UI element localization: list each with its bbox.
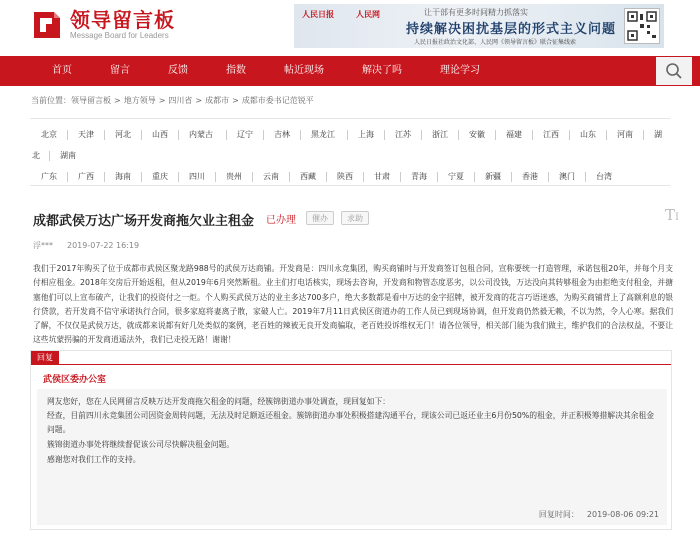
header-banner[interactable] <box>294 4 664 48</box>
nav-search-button[interactable] <box>656 57 692 85</box>
region-link[interactable]: 四川 <box>189 172 205 181</box>
region-link[interactable]: 陕西 <box>337 172 353 181</box>
nav-index[interactable]: 指数 <box>226 65 246 76</box>
urge-button[interactable]: 催办 <box>306 211 334 225</box>
logo-subtitle: Message Board for Leaders <box>70 31 169 40</box>
banner-bottom-text: 人民日报社政治文化部、人民网《领导留言板》联合征集线索 <box>414 39 577 46</box>
region-link[interactable]: 河南 <box>617 130 633 139</box>
reply-tab: 回复 <box>31 351 59 364</box>
region-link[interactable]: 广西 <box>78 172 94 181</box>
breadcrumb-separator: > <box>158 96 166 105</box>
region-link[interactable]: 福建 <box>506 130 522 139</box>
site-header <box>0 0 700 56</box>
region-link[interactable]: 香港 <box>522 172 538 181</box>
region-link[interactable]: 海南 <box>115 172 131 181</box>
reply-time <box>539 509 659 520</box>
region-link[interactable]: 江苏 <box>395 130 411 139</box>
breadcrumb-prefix: 当前位置： <box>31 96 71 105</box>
post-title: 成都武侯万达广场开发商拖欠业主租金 <box>33 214 255 229</box>
region-link[interactable]: 贵州 <box>226 172 242 181</box>
nav-theory-study[interactable]: 理论学习 <box>440 65 480 76</box>
region-link[interactable]: 澳门 <box>559 172 575 181</box>
region-link[interactable]: 北京 <box>41 130 57 139</box>
banner-brand-2: 人民网 <box>356 10 380 19</box>
region-link[interactable]: 吉林 <box>274 130 290 139</box>
region-link[interactable]: 天津 <box>78 130 94 139</box>
reply-paragraph: 网友您好，您在人民网留言反映万达开发商拖欠租金的问题，经簇锦街道办事处调查，现回复如下： <box>47 397 391 406</box>
reply-paragraph: 感谢您对我们工作的支持。 <box>47 455 141 464</box>
reply-paragraph: 簇锦街道办事处将继续督促该公司尽快解决租金问题。 <box>47 440 235 449</box>
banner-main-text: 持续解决困扰基层的形式主义问题 <box>406 22 617 37</box>
region-link[interactable]: 北 <box>32 151 40 160</box>
post-date: 2019-07-22 16:19 <box>67 241 140 250</box>
post-author: 浮*** <box>33 241 53 250</box>
nav-solved[interactable]: 解决了吗 <box>362 65 402 76</box>
region-link[interactable]: 西藏 <box>300 172 316 181</box>
post-meta <box>33 240 139 251</box>
region-link[interactable]: 宁夏 <box>448 172 464 181</box>
search-icon <box>665 62 683 80</box>
region-link[interactable]: 山东 <box>580 130 596 139</box>
reply-date: 2019-08-06 09:21 <box>586 510 659 519</box>
font-size-icon[interactable]: TI <box>665 206 679 224</box>
breadcrumb-link[interactable]: 领导留言板 <box>71 96 111 105</box>
region-link[interactable]: 辽宁 <box>237 130 253 139</box>
breadcrumb-separator: > <box>114 96 121 105</box>
region-link[interactable]: 湖 <box>654 130 662 139</box>
reply-organization: 武侯区委办公室 <box>43 375 107 385</box>
reply-body <box>37 389 667 525</box>
nav-feedback[interactable]: 反馈 <box>168 65 188 76</box>
banner-brand-1: 人民日报 <box>302 10 334 19</box>
status-badge: 已办理 <box>266 215 296 226</box>
site-logo[interactable] <box>30 8 175 42</box>
breadcrumb-link[interactable]: 成都市 <box>205 96 230 105</box>
reply-panel <box>30 350 672 530</box>
nav-on-site[interactable]: 帖近现场 <box>284 65 324 76</box>
region-link[interactable]: 台湾 <box>596 172 612 181</box>
post-content: 我们于2017年购买了位于成都市武侯区聚龙路988号的武侯万达商铺。开发商是：四川永竞集团，购买商铺时与开发商签订包租合同，宣称要统一打造管理，承诺包租20年，并每个月支付相应租金。2018年交房后开始返租，但从2019年6月突然断租。业主们打电话核实，现场去咨询，开发商和物管态度恶劣，以公司没钱，万达没向其转够租金为由拒绝支付租金，并搪塞他们可以上宣布破产，让我们的投资付之一炬。个人购买武侯万达的业主多达700多户，绝大多数都是看中万达的金字招牌，被开发商的花言巧语迷惑，为购买商铺背上了高额利息的银行贷款，若开发商不信守承诺执行合同，很多家庭将妻离子散，家破人亡。2019年7月11日武侯区街道办的工作人员已到现场协调，但开发商仍然毅无赖，不以为然，令人心寒。据我们了解，不仅仅是武侯万达，就成都来说都有好几处类似的案例，老百姓的辣被无良开发商骗取，老百姓投诉维权无门！请各位领导，相关部门能为我们做主，维护我们的合法权益，不要让这些坑蒙拐骗的开发商逍遥法外，我们已走投无路！谢谢！ <box>33 264 673 345</box>
breadcrumb-separator: > <box>232 96 239 105</box>
region-link[interactable]: 广东 <box>41 172 57 181</box>
banner-top-text: 让干部有更多时间精力抓落实 <box>424 8 528 17</box>
breadcrumb-separator: > <box>195 96 203 105</box>
nav-message[interactable]: 留言 <box>110 65 130 76</box>
breadcrumb-link[interactable]: 地方领导 <box>123 96 156 105</box>
region-link[interactable]: 湖南 <box>60 151 76 160</box>
region-link[interactable]: 甘肃 <box>374 172 390 181</box>
logo-mark-icon <box>30 8 64 42</box>
region-link[interactable]: 青海 <box>411 172 427 181</box>
breadcrumb-current[interactable]: 成都市委书记范锐平 <box>241 96 314 105</box>
region-link[interactable]: 河北 <box>115 130 131 139</box>
reply-paragraph: 经查，目前四川永竞集团公司因资金周转问题，无法及时足额返还租金。簇锦街道办事处积极搭建沟通平台，现该公司已返还业主6月份50%的租金，并正积极筹措解决其余租金问题。 <box>47 411 655 435</box>
region-link[interactable]: 新疆 <box>485 172 501 181</box>
region-link[interactable]: 江西 <box>543 130 559 139</box>
region-link[interactable]: 黑龙江 <box>311 130 335 139</box>
logo-title: 领导留言板 <box>70 8 175 32</box>
region-link[interactable]: 云南 <box>263 172 279 181</box>
ask-help-button[interactable]: 求助 <box>341 211 369 225</box>
qr-code-icon <box>624 8 660 44</box>
region-link[interactable]: 安徽 <box>469 130 485 139</box>
breadcrumb <box>31 95 314 106</box>
region-selector <box>30 118 670 186</box>
main-nav <box>0 56 700 86</box>
region-link[interactable]: 浙江 <box>432 130 448 139</box>
breadcrumb-link[interactable]: 四川省 <box>168 96 193 105</box>
nav-home[interactable]: 首页 <box>52 65 72 76</box>
region-link[interactable]: 上海 <box>358 130 374 139</box>
region-link[interactable]: 重庆 <box>152 172 168 181</box>
region-link[interactable]: 山西 <box>152 130 168 139</box>
reply-time-label: 回复时间： <box>538 510 579 519</box>
region-link[interactable]: 内蒙古 <box>189 130 213 139</box>
